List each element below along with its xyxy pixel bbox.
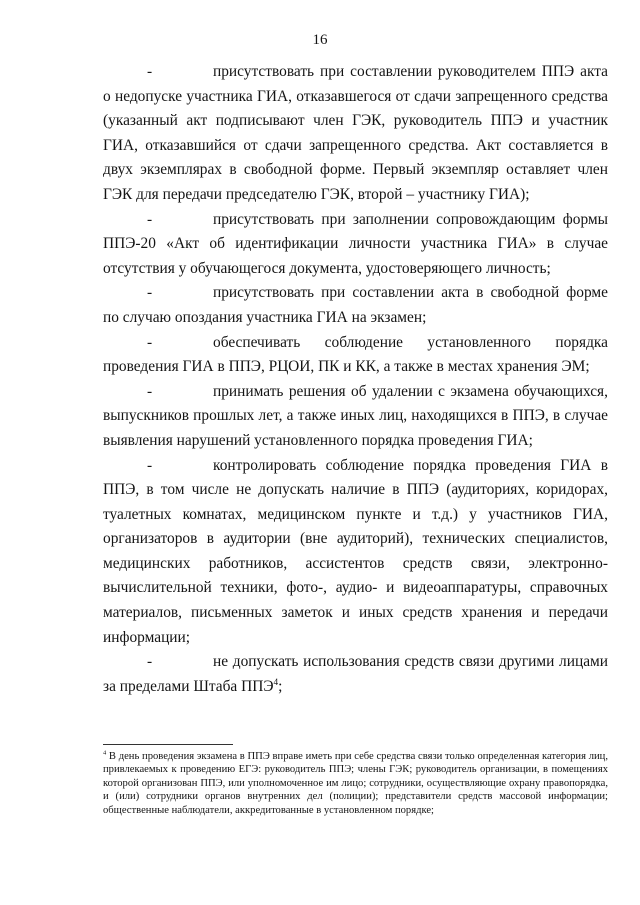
- footnote-reference[interactable]: 4: [273, 676, 279, 687]
- document-body: [103, 60, 608, 699]
- footnote-divider: [103, 744, 233, 745]
- list-item: [103, 380, 608, 454]
- list-item: [103, 281, 608, 330]
- list-item-text: контролировать соблюдение порядка проведения ГИА в ППЭ, в том числе не допускать наличие в ППЭ (аудиториях, коридорах, туалетных комнатах, медицинском пункте и т.д.) у участников ГИА, организаторов в аудитории (вне аудиторий), технических специалистов, медицинских работников, ассистентов средств связи, электронно-вычислительной техники, фото-, аудио- и видеоаппаратуры, справочных материалов, письменных заметок и иных средств хранения и передачи информации;: [103, 456, 608, 646]
- list-item: [103, 650, 608, 699]
- list-item: [103, 454, 608, 651]
- list-item-text: принимать решения об удалении с экзамена обучающихся, выпускников прошлых лет, а также иных лиц, находящихся в ППЭ, в случае выявления нарушений установленного порядка проведения ГИА;: [103, 382, 608, 449]
- list-item-text: присутствовать при составлении акта в свободной форме по случаю опоздания участника ГИА на экзамен;: [103, 284, 608, 326]
- list-item-tail: ;: [278, 677, 283, 695]
- list-item: [103, 331, 608, 380]
- list-dash: -: [147, 210, 153, 228]
- list-dash: -: [147, 456, 153, 474]
- footnote-marker: 4: [103, 749, 107, 757]
- list-item-text: присутствовать при составлении руководителем ППЭ акта о недопуске участника ГИА, отказавшегося от сдачи запрещенного средства (указанный акт подписывают член ГЭК, руководитель ППЭ и участник ГИА, отказавшийся от сдачи запрещенного средства. Акт составляется в двух экземплярах в свободной форме. Первый экземпляр оставляет член ГЭК для передачи председателю ГЭК, второй – участнику ГИА);: [103, 63, 608, 203]
- list-dash: -: [147, 382, 153, 400]
- page-number: 16: [312, 32, 328, 48]
- list-item-text: присутствовать при заполнении сопровождающим формы ППЭ-20 «Акт об идентификации личности участника ГИА» в случае отсутствия у обучающегося документа, удостоверяющего личность;: [103, 210, 608, 277]
- list-item-text: не допускать использования средств связи другими лицами за пределами Штаба ППЭ: [103, 653, 608, 695]
- list-item-text: обеспечивать соблюдение установленного порядка проведения ГИА в ППЭ, РЦОИ, ПК и КК, а также в местах хранения ЭМ;: [103, 333, 608, 376]
- list-dash: -: [147, 333, 153, 351]
- list-dash: -: [147, 653, 153, 671]
- list-dash: -: [147, 63, 153, 80]
- list-item: [103, 60, 608, 208]
- list-dash: -: [147, 284, 153, 302]
- footnote: [103, 750, 608, 817]
- footnote-text: В день проведения экзамена в ППЭ вправе иметь при себе средства связи только определенная категория лиц, привлекаемых к проведению ЕГЭ: руководитель ППЭ; члены ГЭК; руководитель организации, в помещениях которой организован ППЭ, или уполномоченное им лицо; сотрудники, осуществляющие охрану правопорядка, и (или) сотрудники органов внутренних дел (полиции); представители средств массовой информации; общественные наблюдатели, аккредитованные в установленном порядке;: [103, 751, 608, 816]
- list-item: [103, 208, 608, 282]
